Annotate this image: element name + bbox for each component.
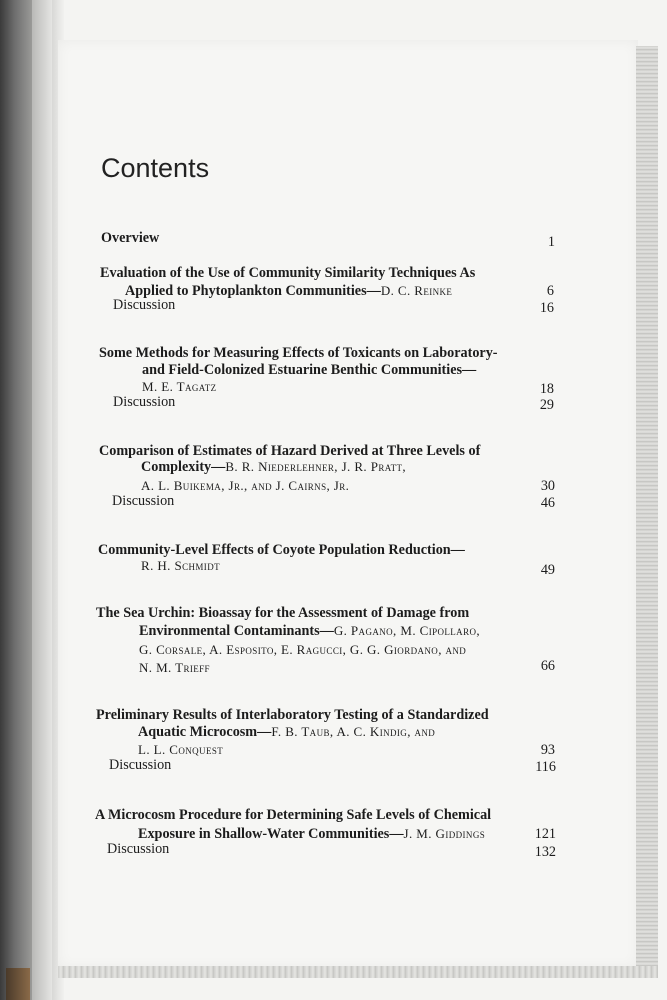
- toc-authors: J. M. Giddings: [403, 826, 486, 841]
- page-stack-edge: [636, 46, 658, 970]
- toc-page-number: 46: [540, 495, 555, 511]
- toc-title-line: Preliminary Results of Interlaboratory Testing of a Standardized: [96, 707, 489, 723]
- toc-page-number: 49: [540, 562, 555, 578]
- toc-title-overview: Overview: [101, 230, 160, 246]
- toc-page-overview: 1: [547, 234, 555, 250]
- toc-authors: A. L. Buikema, Jr., and J. Cairns, Jr.: [141, 478, 350, 493]
- toc-title-line: Exposure in Shallow-Water Communities—J. M. Giddings: [138, 826, 486, 842]
- toc-title-line: Aquatic Microcosm—F. B. Taub, A. C. Kindig, and: [138, 724, 436, 740]
- toc-page-number: 16: [539, 300, 554, 316]
- page-stack-bottom: [58, 966, 658, 978]
- toc-authors: N. M. Trieff: [139, 660, 210, 675]
- toc-authors: R. H. Schmidt: [141, 558, 220, 573]
- contents-heading: Contents: [101, 153, 210, 183]
- toc-discussion: Discussion: [107, 841, 170, 857]
- toc-page-number: 29: [539, 397, 554, 413]
- toc-authors: M. E. Tagatz: [142, 379, 217, 394]
- toc-title-line: and Field-Colonized Estuarine Benthic Communities—: [142, 362, 477, 378]
- toc-page-number: 30: [540, 478, 555, 494]
- toc-authors: D. C. Reinke: [380, 283, 453, 298]
- toc-page-number: 6: [546, 283, 554, 299]
- toc-page-number: 18: [539, 381, 554, 397]
- toc-page-number: 116: [535, 759, 556, 775]
- toc-discussion: Discussion: [109, 757, 172, 773]
- toc-authors: L. L. Conquest: [138, 742, 224, 757]
- toc-authors: F. B. Taub, A. C. Kindig, and: [271, 724, 436, 739]
- toc-page-number: 66: [540, 658, 555, 674]
- toc-authors: B. R. Niederlehner, J. R. Pratt,: [225, 459, 407, 474]
- book-spine: [0, 0, 32, 1000]
- toc-title-line: Some Methods for Measuring Effects of Toxicants on Laboratory-: [99, 345, 498, 361]
- toc-page-number: 132: [534, 844, 556, 860]
- toc-title-line: The Sea Urchin: Bioassay for the Assessment of Damage from: [96, 605, 470, 621]
- toc-authors: G. Corsale, A. Esposito, E. Ragucci, G. G. Giordano, and: [139, 642, 467, 657]
- toc-title-line: A Microcosm Procedure for Determining Safe Levels of Chemical: [95, 807, 492, 823]
- toc-title-line: Comparison of Estimates of Hazard Derived at Three Levels of: [99, 443, 481, 459]
- toc-title-line: Complexity—B. R. Niederlehner, J. R. Pratt,: [141, 459, 407, 475]
- toc-authors: G. Pagano, M. Cipollaro,: [333, 623, 481, 638]
- toc-page-number: 93: [540, 742, 555, 758]
- toc-title-line: Evaluation of the Use of Community Similarity Techniques As: [100, 265, 476, 281]
- toc-title-line: Environmental Contaminants—G. Pagano, M. Cipollaro,: [139, 623, 481, 639]
- toc-discussion: Discussion: [112, 493, 175, 509]
- toc-title-line: Community-Level Effects of Coyote Population Reduction—: [98, 542, 465, 558]
- toc-discussion: Discussion: [113, 297, 176, 313]
- toc-page-number: 121: [534, 826, 556, 842]
- ribbon-bookmark: [6, 968, 30, 1000]
- toc-title-line: Applied to Phytoplankton Communities—D. C. Reinke: [125, 283, 453, 299]
- toc-discussion: Discussion: [113, 394, 176, 410]
- gutter-shadow: [32, 0, 54, 1000]
